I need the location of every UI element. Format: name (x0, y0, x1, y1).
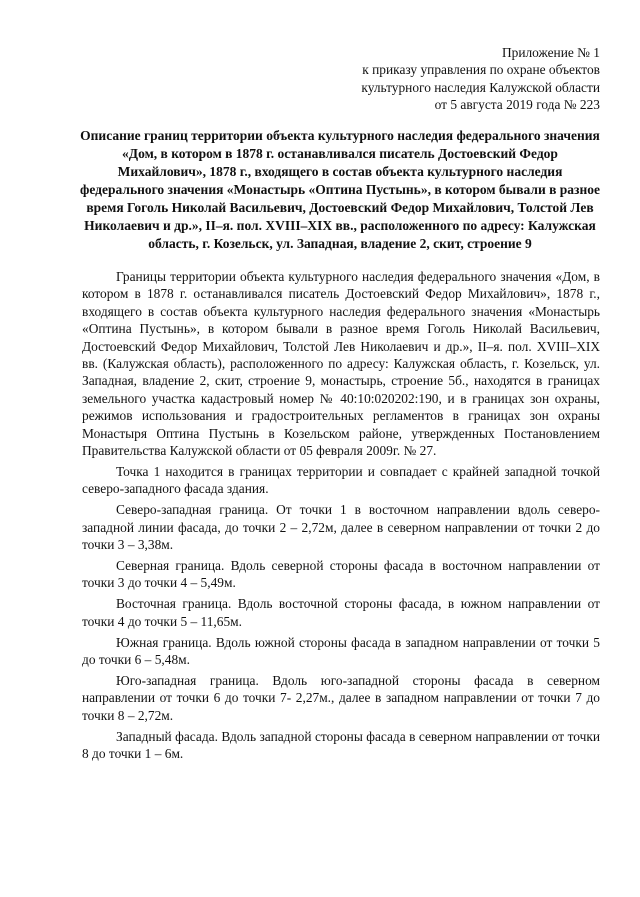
paragraph-west-facade: Западный фасада. Вдоль западной стороны фасада в северном направлении от точки 8 до точки 1 – 6м. (82, 728, 600, 762)
appendix-line-date: от 5 августа 2019 года № 223 (434, 96, 600, 112)
paragraph-southwest-border: Юго-западная граница. Вдоль юго-западной стороны фасада в северном направлении от точки 6 до точки 7- 2,27м., далее в западном направлении от точки 7 до точки 8 – 2,72м. (82, 672, 600, 723)
appendix-line-authority: культурного наследия Калужской области (361, 79, 600, 95)
appendix-line-order: к приказу управления по охране объектов (362, 62, 600, 78)
document-title: Описание границ территории объекта культурного наследия федерального значения «Дом, в котором в 1878 г. останавливался писатель Достоевский Федор Михайлович», 1878 г., входящего в состав объекта культурного наследия федерального значения «Монастырь «Оптина Пустынь», в котором бывали в разное время Гоголь Николай Васильевич, Достоевский Федор Михайлович, Толстой Лев Николаевич и др.», II–я. пол. XVIII–XIX вв., расположенного по адресу: Калужская область, г. Козельск, ул. Западная, владение 2, скит, строение 9 (80, 128, 600, 251)
paragraph-east-border: Восточная граница. Вдоль восточной стороны фасада, в южном направлении от точки 4 до точки 5 – 11,65м. (82, 596, 600, 629)
appendix-header (361, 44, 600, 113)
document-body (82, 268, 600, 766)
paragraph-point-1: Точка 1 находится в границах территории и совпадает с крайней западной точкой северо-западного фасада здания. (82, 463, 600, 497)
paragraph-boundaries-intro: Границы территории объекта культурного наследия федерального значения «Дом, в котором в 1878 г. останавливался писатель Достоевский Федор Михайлович», 1878 г., входящего в состав объекта культурного наследия федерального значения «Монастырь «Оптина Пустынь», в котором бывали в разное время Гоголь Николай Васильевич, Достоевский Федор Михайлович, Толстой Лев Николаевич и др.», II–я. пол. XVIII–XIX вв. (Калужская область), расположенного по адресу: Калужская область, г. Козельск, ул. Западная, владение 2, скит, строение 9, монастырь, строение 5б., находятся в границах земельного участка кадастровый номер № 40:10:020202:190, и в границах зон охраны, режимов использования и градостроительных регламентов в границах зон охраны Монастыря Оптина Пустынь в Козельском районе, утвержденных Постановлением Правительства Калужской области от 05 февраля 2009г. № 27. (82, 269, 600, 459)
appendix-line-number: Приложение № 1 (501, 45, 600, 60)
paragraph-northwest-border: Северо-западная граница. От точки 1 в восточном направлении вдоль северо-западной линии фасада, до точки 2 – 2,72м, далее в северном направлении от точки 2 до точки 3 – 3,38м. (82, 502, 600, 553)
paragraph-south-border: Южная граница. Вдоль южной стороны фасада в западном направлении от точки 5 до точки 6 – 5,48м. (82, 634, 600, 668)
paragraph-north-border: Северная граница. Вдоль северной стороны фасада в восточном направлении от точки 3 до точки 4 – 5,49м. (82, 558, 600, 591)
